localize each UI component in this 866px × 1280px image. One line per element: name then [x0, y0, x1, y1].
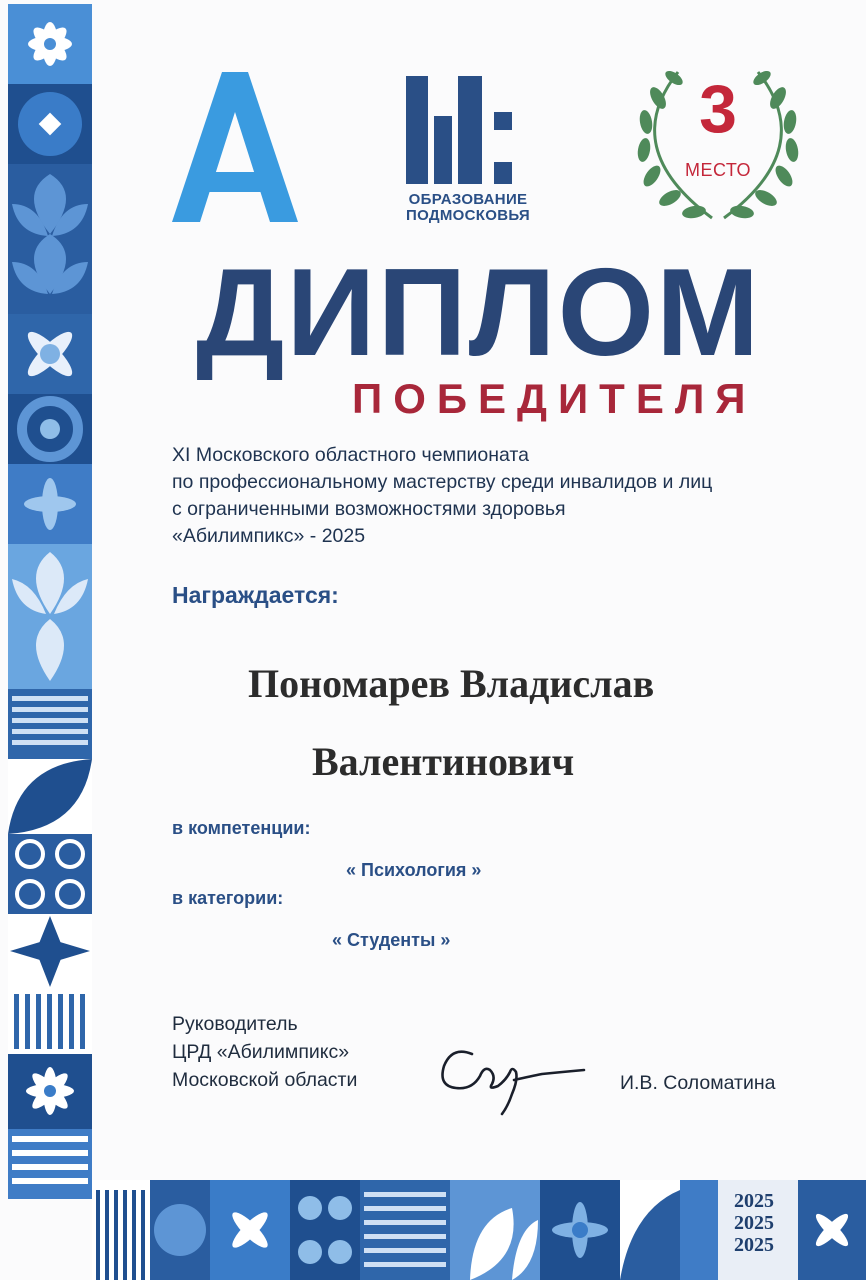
- recipient-name-line1: Пономарев Владислав: [248, 661, 655, 706]
- category-label: в категории:: [172, 888, 284, 908]
- championship-description: [172, 442, 842, 550]
- signatory-position-line: Руководитель: [172, 1013, 298, 1035]
- education-bars-icon: [398, 72, 538, 187]
- year-text: 2025: [734, 1212, 774, 1234]
- year-text: 2025: [734, 1234, 774, 1256]
- signatory-position: [172, 1010, 357, 1094]
- description-line: с ограниченными возможностями здоровья: [172, 498, 566, 520]
- signatory-position-line: ЦРД «Абилимпикс»: [172, 1041, 350, 1063]
- category-value: « Студенты »: [332, 930, 451, 950]
- education-logo-line: ОБРАЗОВАНИЕ: [408, 191, 528, 208]
- recipient-name-line2: Валентинович: [312, 739, 575, 784]
- place-label: МЕСТО: [684, 160, 752, 180]
- handwritten-signature: [432, 1036, 592, 1116]
- education-logo-text: [398, 192, 538, 224]
- ornament-pattern: [8, 4, 92, 1199]
- signatory-name: И.В. Соломатина: [620, 1072, 776, 1094]
- diploma-title: ДИПЛОМ: [196, 244, 762, 382]
- diploma-subtitle: ПОБЕДИТЕЛЯ: [352, 375, 757, 422]
- abilympics-logo: [170, 62, 300, 232]
- education-region-logo: [398, 72, 538, 232]
- abilympics-a-glyph: [170, 62, 300, 232]
- description-line: XI Московского областного чемпионата: [172, 444, 529, 466]
- competence-value: « Психология »: [346, 860, 482, 880]
- place-number: 3: [699, 71, 737, 147]
- left-ornament-border: [8, 4, 92, 1199]
- place-laurel-badge: [628, 58, 808, 228]
- signatory-position-line: Московской области: [172, 1069, 358, 1091]
- description-line: по профессиональному мастерству среди инвалидов и лиц: [172, 471, 713, 493]
- year-stamp: [719, 1188, 789, 1258]
- description-line: «Абилимпикс» - 2025: [172, 525, 366, 547]
- education-logo-line: ПОДМОСКОВЬЯ: [406, 207, 530, 224]
- year-text: 2025: [734, 1190, 774, 1212]
- awarded-label: Награждается:: [172, 582, 339, 608]
- competence-label: в компетенции:: [172, 818, 311, 838]
